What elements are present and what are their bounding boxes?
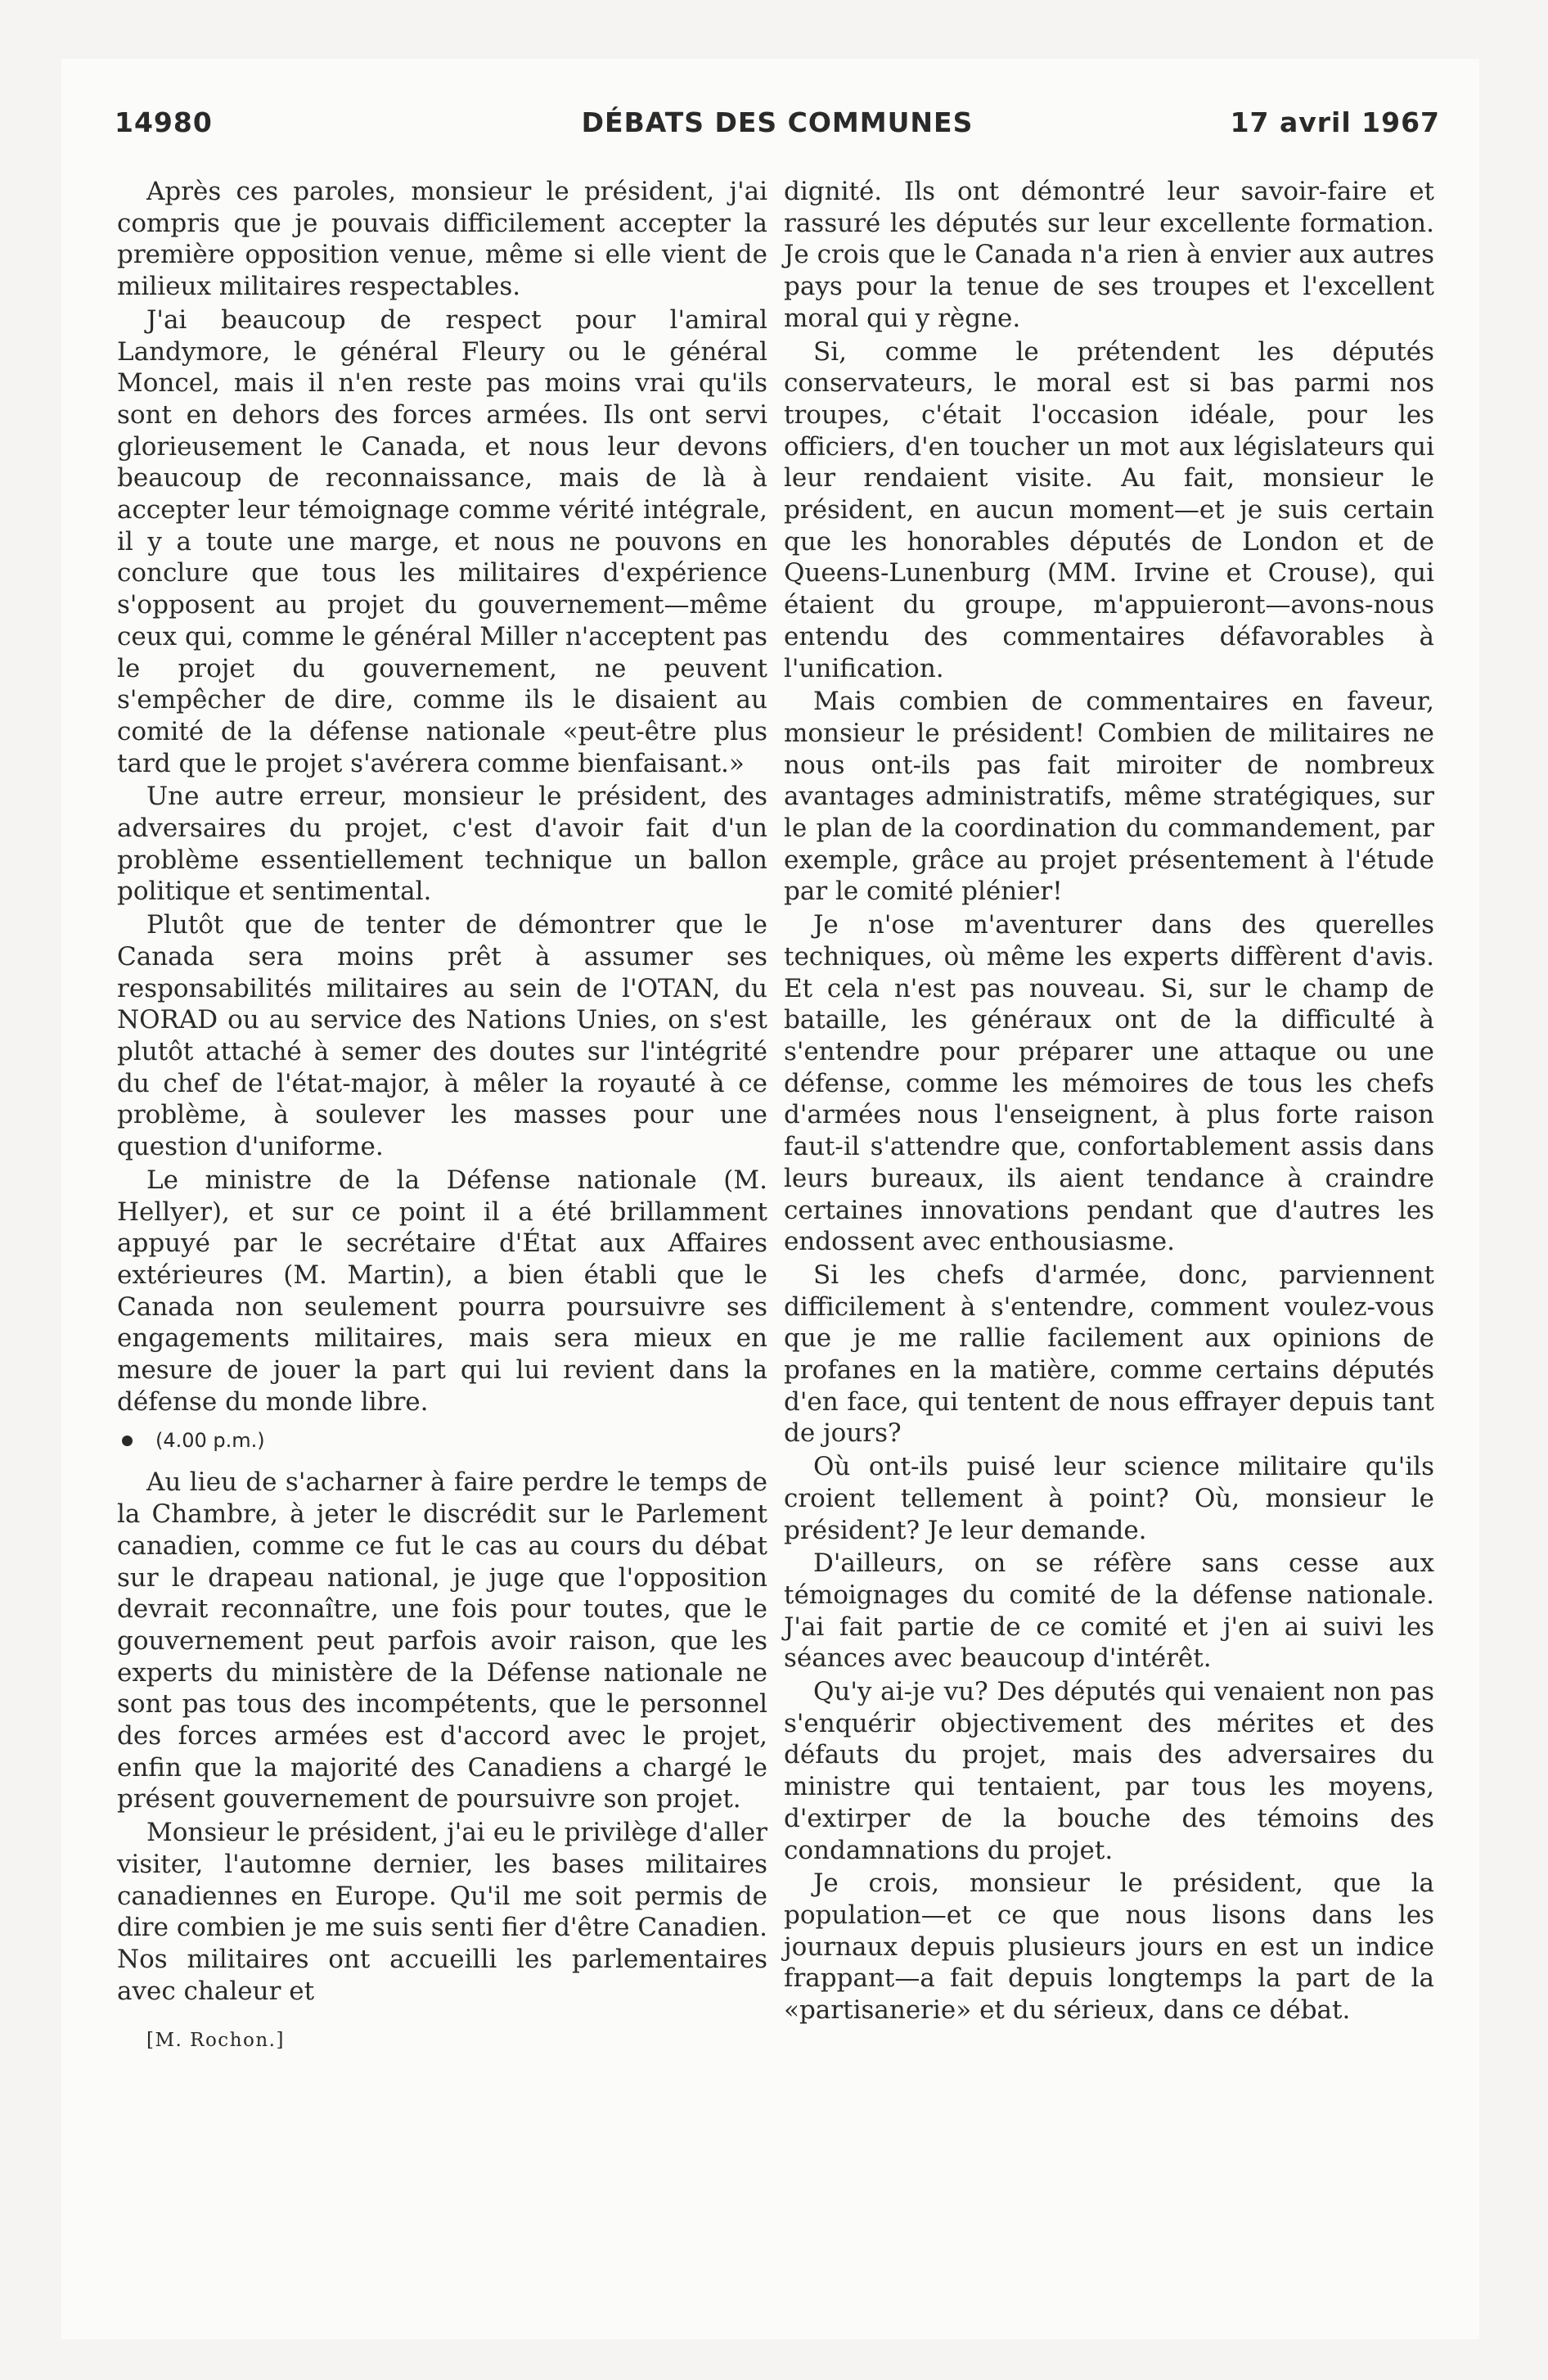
paragraph: Après ces paroles, monsieur le président, j'ai compris que je pouvais difficilement accepter la première opposition venue, même si elle vient de milieux militaires respectables. bbox=[117, 177, 767, 302]
paragraph: Le ministre de la Défense nationale (M. Hellyer), et sur ce point il a été brillamment appuyé par le secrétaire d'État aux Affaires extérieures (M. Martin), a bien établi que le Canada non seulement pourra poursuivre ses engagements militaires, mais sera mieux en mesure de jouer la part qui lui revient dans la défense du monde libre. bbox=[117, 1165, 767, 1417]
paragraph: Qu'y ai-je vu? Des députés qui venaient non pas s'enquérir objectivement des mérites et des défauts du projet, mais des adversaires du ministre qui tentaient, par tous les moyens, d'extirper de la bouche des témoins des condamnations du projet. bbox=[784, 1677, 1434, 1865]
paragraph: Une autre erreur, monsieur le président, des adversaires du projet, c'est d'avoir fait d'un problème essentiellement technique un ballon politique et sentimental. bbox=[117, 782, 767, 907]
speaker-attribution: [M. Rochon.] bbox=[146, 2030, 285, 2052]
paragraph: Où ont-ils puisé leur science militaire qu'ils croient tellement à point? Où, monsieur le président? Je leur demande. bbox=[784, 1452, 1434, 1545]
page-header bbox=[115, 106, 1440, 147]
bullet-icon bbox=[122, 1436, 133, 1446]
page-number: 14980 bbox=[115, 106, 213, 138]
paragraph: D'ailleurs, on se réfère sans cesse aux témoignages du comité de la défense nationale. J'ai fait partie de ce comité et j'en ai suivi les séances avec beaucoup d'intérêt. bbox=[784, 1548, 1434, 1674]
paragraph: Monsieur le président, j'ai eu le privilège d'aller visiter, l'automne dernier, les bases militaires canadiennes en Europe. Qu'il me soit permis de dire combien je me suis senti fier d'être Canadien. Nos militaires ont accueilli les parlementaires avec chaleur et bbox=[117, 1818, 767, 2006]
paragraph: Je n'ose m'aventurer dans des querelles techniques, où même les experts diffèrent d'avis. Et cela n'est pas nouveau. Si, sur le champ de bataille, les généraux ont de la difficulté à s'entendre pour préparer une attaque ou une défense, comme les mémoires de tous les chefs d'armées nous l'enseignent, à plus forte raison faut-il s'attendre que, confortablement assis dans leurs bureaux, ils aient tendance à craindre certaines innovations pendant que d'autres les endossent avec enthousiasme. bbox=[784, 910, 1434, 1257]
paragraph: Je crois, monsieur le président, que la population—et ce que nous lisons dans les journaux depuis plusieurs jours en est un indice frappant—a fait depuis longtemps la part de la «partisanerie» et du sérieux, dans ce débat. bbox=[784, 1868, 1434, 2026]
paragraph: Si, comme le prétendent les députés conservateurs, le moral est si bas parmi nos troupes, c'était l'occasion idéale, pour les officiers, d'en toucher un mot aux législateurs qui leur rendaient visite. Au fait, monsieur le président, en aucun moment—et je suis certain que les honorables députés de London et de Queens-Lunenburg (MM. Irvine et Crouse), qui étaient du groupe, m'appuieront—avons-nous entendu des commentaires défavorables à l'unification. bbox=[784, 336, 1434, 683]
page-title: DÉBATS DES COMMUNES bbox=[581, 106, 974, 138]
paragraph: Mais combien de commentaires en faveur, monsieur le président! Combien de militaires ne nous ont-ils pas fait miroiter de nombreux avantages administratifs, même stratégiques, sur le plan de la coordination du commandement, par exemple, grâce au projet présentement à l'étude par le comité plénier! bbox=[784, 687, 1434, 907]
paragraph-continued: dignité. Ils ont démontré leur savoir-faire et rassuré les députés sur leur excellente formation. Je crois que le Canada n'a rien à envier aux autres pays pour la tenue de ses troupes et l'excellent moral qui y règne. bbox=[784, 177, 1434, 333]
right-column bbox=[784, 176, 1434, 2028]
left-column bbox=[117, 176, 767, 2057]
time-text: (4.00 p.m.) bbox=[155, 1429, 265, 1453]
time-stamp bbox=[117, 1426, 767, 1455]
paragraph: Si les chefs d'armée, donc, parviennent difficilement à s'entendre, comment voulez-vous que je me rallie facilement aux opinions de profanes en la matière, comme certains députés d'en face, qui tentent de nous effrayer depuis tant de jours? bbox=[784, 1260, 1434, 1449]
paragraph: Au lieu de s'acharner à faire perdre le temps de la Chambre, à jeter le discrédit sur le Parlement canadien, comme ce fut le cas au cours du débat sur le drapeau national, je juge que l'opposition devrait reconnaître, une fois pour toutes, que le gouvernement peut parfois avoir raison, que les experts du ministère de la Défense nationale ne sont pas tous des incompétents, que le personnel des forces armées est d'accord avec le projet, enfin que la majorité des Canadiens a chargé le présent gouvernement de poursuivre son projet. bbox=[117, 1467, 767, 1814]
paragraph: J'ai beaucoup de respect pour l'amiral Landymore, le général Fleury ou le général Moncel, mais il n'en reste pas moins vrai qu'ils sont en dehors des forces armées. Ils ont servi glorieusement le Canada, et nous leur devons beaucoup de reconnaissance, mais de là à accepter leur témoignage comme vérité intégrale, il y a toute une marge, et nous ne pouvons en conclure que tous les militaires d'expérience s'opposent au projet du gouvernement—même ceux qui, comme le général Miller n'acceptent pas le projet du gouvernement, ne peuvent s'empêcher de dire, comme ils le disaient au comité de la défense nationale «peut-être plus tard que le projet s'avérera comme bienfaisant.» bbox=[117, 304, 767, 778]
page-date: 17 avril 1967 bbox=[1230, 106, 1440, 138]
paragraph: Plutôt que de tenter de démontrer que le Canada sera moins prêt à assumer ses responsabilités militaires au sein de l'OTAN, du NORAD ou au service des Nations Unies, on s'est plutôt attaché à semer des doutes sur l'intégrité du chef de l'état-major, à mêler la royauté à ce problème, à soulever les masses pour une question d'uniforme. bbox=[117, 910, 767, 1162]
